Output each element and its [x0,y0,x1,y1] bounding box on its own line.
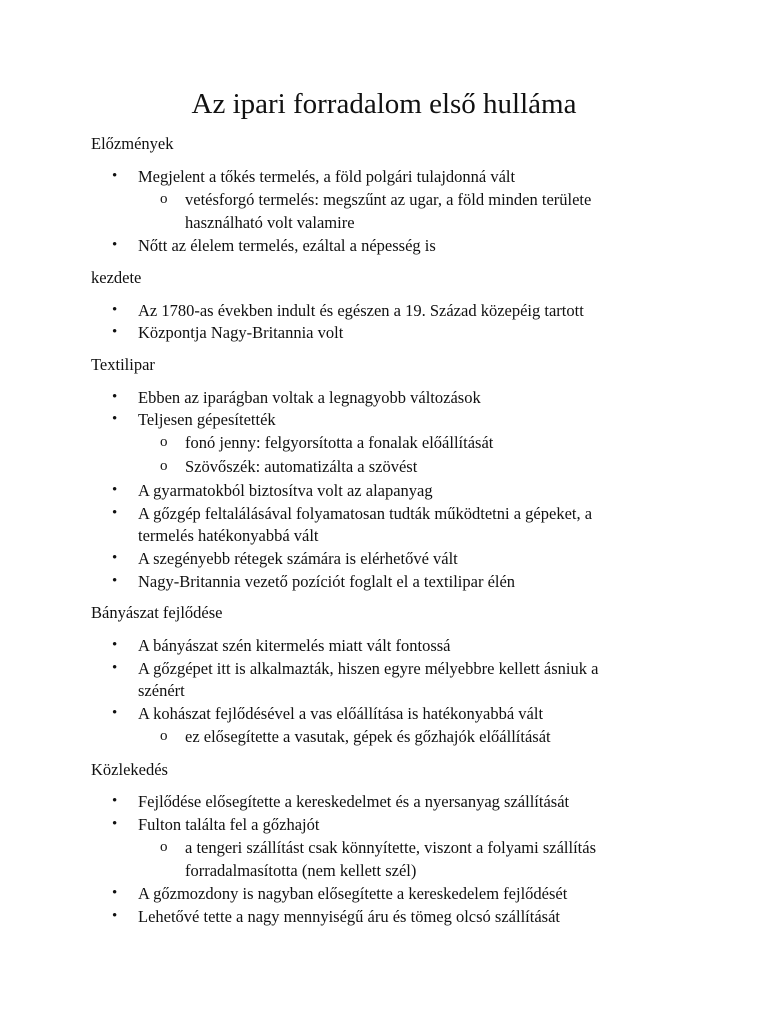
bullet-icon: • [112,908,118,924]
bullet-icon: • [112,637,118,653]
bullet-icon: • [112,793,118,809]
list-item-text: fonó jenny: felgyorsította a fonalak előállítását [185,433,494,452]
list-item [112,813,320,836]
bullet-icon: • [112,705,118,721]
circle-bullet-icon: o [160,434,168,450]
list-item-text: A gőzgép feltalálásával folyamatosan tudták működtetni a gépeket, a [138,504,593,523]
document-title: Az ipari forradalom első hulláma [191,88,577,120]
list-item-text: vetésforgó termelés: megszűnt az ugar, a föld minden területe [185,190,592,209]
list-item-text: A gőzmozdony is nagyban elősegítette a kereskedelem fejlődését [138,884,568,903]
list-item-text: Nőtt az élelem termelés, ezáltal a népesség is [138,236,436,255]
list-item-text: Teljesen gépesítették [138,410,276,429]
list-item [112,386,481,409]
list-item [112,502,593,525]
list-item-text: Szövőszék: automatizálta a szövést [185,457,418,476]
list-item-text: A szegényebb rétegek számára is elérhetővé vált [138,549,458,568]
sub-list-item [160,725,551,748]
circle-bullet-icon: o [160,728,168,744]
list-item [112,905,560,928]
section-heading-elozmenyek: Előzmények [91,134,174,153]
list-item-text: A bányászat szén kitermelés miatt vált fontossá [138,636,451,655]
list-item-text: A gyarmatokból biztosítva volt az alapanyag [138,481,433,500]
list-item-text: Fejlődése elősegítette a kereskedelmet és a nyersanyag szállítását [138,792,570,811]
bullet-icon: • [112,389,118,405]
bullet-icon: • [112,816,118,832]
sub-list-item-continuation [185,859,416,882]
list-item-text: Ebben az iparágban voltak a legnagyobb változások [138,388,481,407]
list-item-text: A gőzgépet itt is alkalmazták, hiszen egyre mélyebbre kellett ásniuk a [138,659,599,678]
list-item [112,657,599,680]
list-item-text: A kohászat fejlődésével a vas előállítása is hatékonyabbá vált [138,704,544,723]
section-heading-kozlekedes: Közlekedés [91,760,168,779]
list-item-text: használható volt valamire [185,213,355,232]
list-item [112,408,276,431]
list-item [112,570,516,593]
list-item [112,165,516,188]
list-item-text: Az 1780-as években indult és egészen a 19. Század közepéig tartott [138,301,584,320]
section-heading-banyaszat: Bányászat fejlődése [91,603,223,622]
bullet-icon: • [112,573,118,589]
bullet-icon: • [112,482,118,498]
sub-list-item [160,188,592,211]
bullet-icon: • [112,505,118,521]
list-item-text: Megjelent a tőkés termelés, a föld polgári tulajdonná vált [138,167,516,186]
list-item [112,702,544,725]
list-item-text: Lehetővé tette a nagy mennyiségű áru és tömeg olcsó szállítását [138,907,560,926]
bullet-icon: • [112,550,118,566]
list-item [112,299,584,322]
bullet-icon: • [112,302,118,318]
list-item-text: Központja Nagy-Britannia volt [138,323,344,342]
bullet-icon: • [112,660,118,676]
list-item [112,882,568,905]
list-item-text: forradalmasította (nem kellett szél) [185,861,417,880]
list-item-text: termelés hatékonyabbá vált [138,526,319,545]
list-item [112,479,433,502]
bullet-icon: • [112,324,118,340]
sub-list-item [160,836,597,859]
circle-bullet-icon: o [160,191,168,207]
section-heading-textilipar: Textilipar [91,355,155,374]
list-item [112,547,458,570]
list-item-text: a tengeri szállítást csak könnyítette, viszont a folyami szállítás [185,838,597,857]
list-item-text: Nagy-Britannia vezető pozíciót foglalt el a textilipar élén [138,572,516,591]
list-item-continuation [138,679,185,702]
bullet-icon: • [112,168,118,184]
sub-list-item [160,455,418,478]
list-item [112,634,451,657]
sub-list-item [160,431,494,454]
bullet-icon: • [112,885,118,901]
sub-list-item-continuation [185,211,355,234]
bullet-icon: • [112,237,118,253]
list-item [112,321,344,344]
list-item [112,234,436,257]
list-item-text: ez elősegítette a vasutak, gépek és gőzhajók előállítását [185,727,551,746]
bullet-icon: • [112,411,118,427]
circle-bullet-icon: o [160,839,168,855]
list-item-text: szénért [138,681,185,700]
list-item-continuation [138,524,319,547]
circle-bullet-icon: o [160,458,168,474]
list-item [112,790,570,813]
section-heading-kezdete: kezdete [91,268,142,287]
list-item-text: Fulton találta fel a gőzhajót [138,815,320,834]
